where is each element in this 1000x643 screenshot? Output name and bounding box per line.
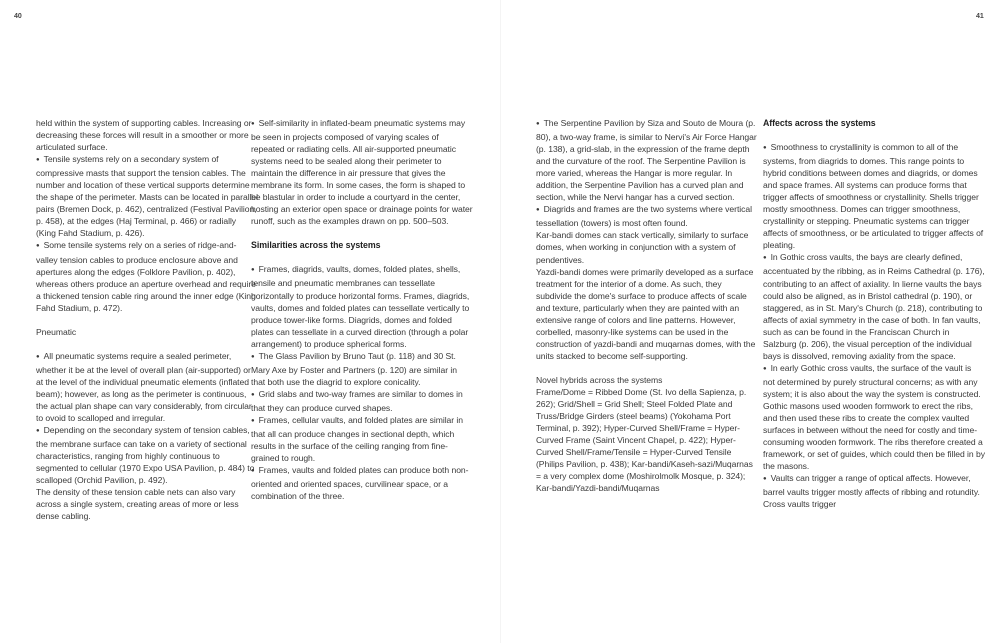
- bullet-paragraph: ● All pneumatic systems require a sealed perimeter, whether it be at the level of overall plan (air-supported) or at the level of the individual pneumatic elements (inflated beam); however, as long as the perimeter is continuous, the actual plan shape can vary considerably, from circular to ovoid to scalloped and irregular.: [36, 350, 258, 424]
- bullet-paragraph: ● Frames, cellular vaults, and folded plates are similar in that all can produce changes in sectional depth, which results in the surface of the ceiling ranging from fine-grained to rough.: [251, 414, 473, 464]
- page-number-right: 41: [976, 13, 984, 20]
- bullet-paragraph: ● Self-similarity in inflated-beam pneumatic systems may be seen in projects composed of varying scales of repeated or radiating cells. All air-supported pneumatic systems need to be sealed along their perimeter to maintain the difference in air pressure that gives the membrane its form. In some cases, the form is shaped to be blastular in order to include a courtyard in the center, hosting an exterior open space or drainage points for water runoff, such as the examples drawn on pp. 500–503.: [251, 117, 473, 227]
- bullet-paragraph: ● Some tensile systems rely on a series of ridge-and-valley tension cables to produce enclosure above and apertures along the edges (Folklore Pavilion, p. 402), whereas others produce an aperture overhead and require a thickened tension cable ring around the inner edge (King Fahd Stadium, p. 472).: [36, 239, 258, 313]
- paragraph: The density of these tension cable nets can also vary across a single system, creating areas of more or less dense cabling.: [36, 487, 239, 522]
- page-gutter: [500, 0, 501, 643]
- column-4: [763, 117, 985, 510]
- paragraph: held within the system of supporting cables. Increasing or decreasing these forces will result in a smoother or more articulated surface.: [36, 118, 252, 153]
- page-number-left: 40: [14, 13, 22, 20]
- bullet-paragraph: ● Grid slabs and two-way frames are similar to domes in that they can produce curved shapes.: [251, 388, 473, 414]
- bullet-paragraph: ● Vaults can trigger a range of optical affects. However, barrel vaults trigger mostly affects of ribbing and rotundity. Cross vaults trigger: [763, 472, 985, 510]
- bullet-paragraph: ● Diagrids and frames are the two systems where vertical tessellation (towers) is most often found.: [536, 203, 758, 229]
- column-2: [251, 117, 473, 502]
- bullet-paragraph: ● Smoothness to crystallinity is common to all of the systems, from diagrids to domes. This range points to hybrid conditions between domes and diagrids, or domes and space frames. All systems can produce forms that trigger affects of smoothness or crystallinity. Shells trigger mostly smoothness. Domes can trigger smoothness, crystallinity or stepping. Pneumatic systems can trigger affects of smoothness, or be articulated to trigger affects of pleating.: [763, 141, 985, 251]
- bullet-paragraph: ● Tensile systems rely on a secondary system of compressive masts that support the tension cables. The number and location of these vertical supports determine the shape of the perimeter. Masts can be located in parallel pairs (Bremen Dock, p. 462), centralized (Festival Pavilion, p. 458), at the edges (Haj Terminal, p. 466) or radially (King Fahd Stadium, p. 426).: [36, 153, 258, 239]
- bullet-paragraph: ● Frames, vaults and folded plates can produce both non-oriented and oriented spaces, curvilinear space, or a combination of the three.: [251, 464, 473, 502]
- bullet-paragraph: ● The Serpentine Pavilion by Siza and Souto de Moura (p. 80), a two-way frame, is similar to Nervi's Air Force Hangar (p. 138), a grid-slab, in the expression of the frame depth and the curvature of the roof. The Serpentine Pavilion is more varied, whereas the Hangar is more regular. In addition, the Serpentine Pavilion has a curved plan and section, while the Nervi hangar has a curved section.: [536, 117, 758, 203]
- paragraph: Kar-bandi domes can stack vertically, similarly to surface domes, when working in conjunction with a system of pendentives.: [536, 230, 749, 265]
- column-1: [36, 117, 258, 522]
- bullet-paragraph: ● Frames, diagrids, vaults, domes, folded plates, shells, tensile and pneumatic membranes can tessellate horizontally to produce horizontal forms. Frames, diagrids, vaults, domes and folded plates can tessellate vertically to produce tower-like forms. Diagrids, domes and folded plates can tessellate in a curved direction (through a polar arrangement) to produce spherical forms.: [251, 263, 473, 349]
- column-3: [536, 117, 758, 494]
- subheading-novel-hybrids: Novel hybrids across the systems: [536, 374, 663, 385]
- paragraph: Frame/Dome = Ribbed Dome (St. Ivo della Sapienza, p. 262); Grid/Shell = Grid Shell; Steel Folded Plate and Truss/Bridge Girders (steel beams) (Yokohama Port Terminal, p. 392); Hyper-Curved Shell/Frame = Hyper-Curved Frame (Saint Vincent Chapel, p. 422); Hyper-Curved Shell/Frame/Tensile = Hyper-Curved Tensile (Philips Pavilion, p. 438); Kar-bandi/Kaseh-sazi/Muqarnas = a very complex dome (Moshirolmolk Mosque, p. 324); Kar-bandi/Yazdi-bandi/Muqarnas: [536, 386, 753, 494]
- bullet-paragraph: ● In Gothic cross vaults, the bays are clearly defined, accentuated by the ribbing, as in Reims Cathedral (p. 176), contributing to an affect of axiality. In lierne vaults the bays could also be aligned, as in Bristol cathedral (p. 190), or staggered, as in St. Mary's Church (p. 218), contributing to affects of axial symmetry in the case of both. In fan vaults, such as can be found in the Franciscan Church in Salzburg (p. 206), the visual perception of the individual bays is dissolved, removing axiality from the space.: [763, 251, 985, 361]
- heading-affects: Affects across the systems: [763, 118, 876, 128]
- heading-similarities: Similarities across the systems: [251, 240, 381, 251]
- bullet-paragraph: ● In early Gothic cross vaults, the surface of the vault is not determined by purely structural concerns; as with any system; it is also about the way the system is constructed. Gothic masons used wooden formwork to erect the ribs, and then used these ribs to create the complex vaulted surfaces in between without the need for costly and time-consuming wooden formwork. The ribs therefore created a framework, or set of guides, which could then be filled in by the masons.: [763, 362, 985, 472]
- subheading-pneumatic: Pneumatic: [36, 326, 77, 337]
- bullet-paragraph: ● The Glass Pavilion by Bruno Taut (p. 118) and 30 St. Mary Axe by Foster and Partners (p. 120) are similar in that both use the diagrid to explore conicality.: [251, 350, 473, 388]
- paragraph: Yazdi-bandi domes were primarily developed as a surface treatment for the interior of a dome. As such, they subdivide the dome's surface to produce affects of scale and texture, particularly when they are painted with an extensive range of colors and line patterns. However, corbelled, masonry-like systems can be used in the construction of yazdi-bandi and muqarnas domes, with the units stacked to become self-supporting.: [536, 266, 756, 361]
- bullet-paragraph: ● Depending on the secondary system of tension cables, the membrane surface can take on a variety of sectional characteristics, ranging from highly continuous to segmented to cellular (1970 Expo USA Pavilion, p. 484) to scalloped (Orchid Pavilion, p. 492).: [36, 424, 258, 486]
